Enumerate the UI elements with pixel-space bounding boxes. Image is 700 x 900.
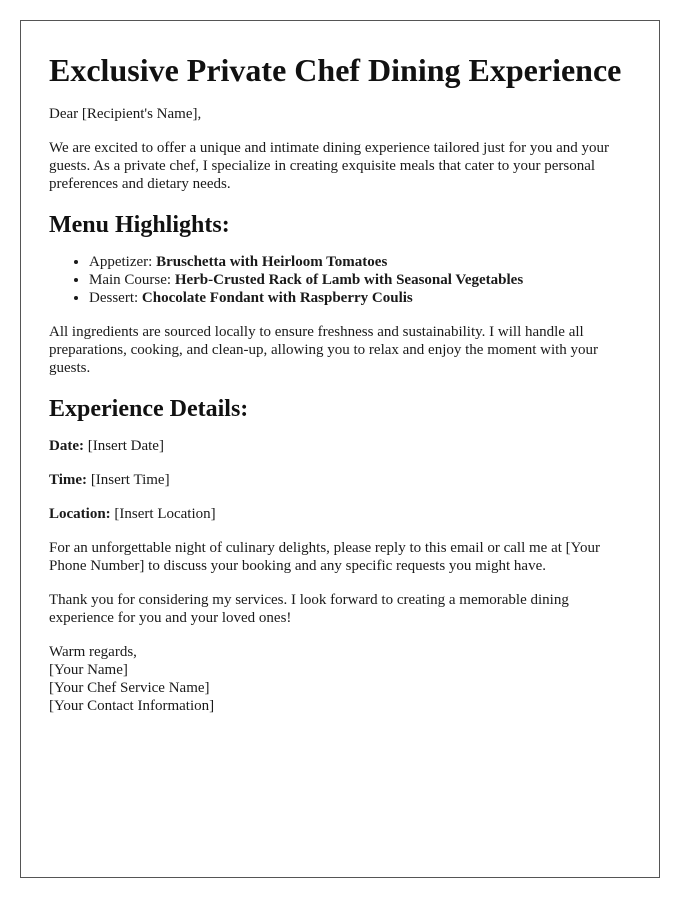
detail-time: [49, 471, 631, 489]
intro-paragraph: We are excited to offer a unique and intimate dining experience tailored just for you and your guests. As a private chef, I specialize in creating exquisite meals that cater to your personal preferences and dietary needs.: [49, 140, 609, 192]
detail-date-value: [Insert Date]: [87, 438, 164, 454]
detail-date: [49, 437, 631, 455]
letter-card: [20, 20, 660, 878]
menu-course-label: Appetizer:: [89, 254, 153, 270]
ingredients-paragraph: All ingredients are sourced locally to ensure freshness and sustainability. I will handle all preparations, cooking, and clean-up, allowing you to relax and enjoy the moment with your guests.: [49, 324, 599, 376]
salutation: Dear [Recipient's Name],: [49, 106, 202, 122]
menu-dish: Chocolate Fondant with Raspberry Coulis: [141, 290, 413, 306]
menu-list: [49, 253, 631, 307]
detail-location: [49, 505, 631, 523]
menu-dish: Bruschetta with Heirloom Tomatoes: [156, 254, 388, 270]
detail-time-value: [Insert Time]: [90, 472, 170, 488]
menu-item-main-course: [89, 271, 631, 289]
menu-item-appetizer: [89, 253, 631, 271]
menu-course-label: Dessert:: [89, 290, 139, 306]
thanks-paragraph: Thank you for considering my services. I look forward to creating a memorable dining experience for you and your loved ones!: [49, 592, 569, 626]
detail-date-label: Date:: [49, 438, 84, 454]
menu-heading: Menu Highlights:: [49, 212, 230, 238]
signature-block: [49, 643, 631, 715]
detail-location-value: [Insert Location]: [114, 506, 216, 522]
menu-course-label: Main Course:: [89, 272, 172, 288]
menu-item-dessert: [89, 289, 631, 307]
detail-time-label: Time:: [49, 472, 88, 488]
closing: Warm regards,: [49, 644, 137, 660]
details-heading: Experience Details:: [49, 396, 249, 422]
page-title: Exclusive Private Chef Dining Experience: [49, 52, 622, 88]
cta-paragraph: For an unforgettable night of culinary delights, please reply to this email or call me at [Your Phone Number] to discuss your booking and any specific requests you might have.: [49, 540, 600, 574]
menu-dish: Herb-Crusted Rack of Lamb with Seasonal Vegetables: [174, 272, 524, 288]
sender-name: [Your Name]: [49, 662, 128, 678]
sender-service: [Your Chef Service Name]: [49, 680, 210, 696]
detail-location-label: Location:: [49, 506, 111, 522]
sender-contact: [Your Contact Information]: [49, 698, 215, 714]
